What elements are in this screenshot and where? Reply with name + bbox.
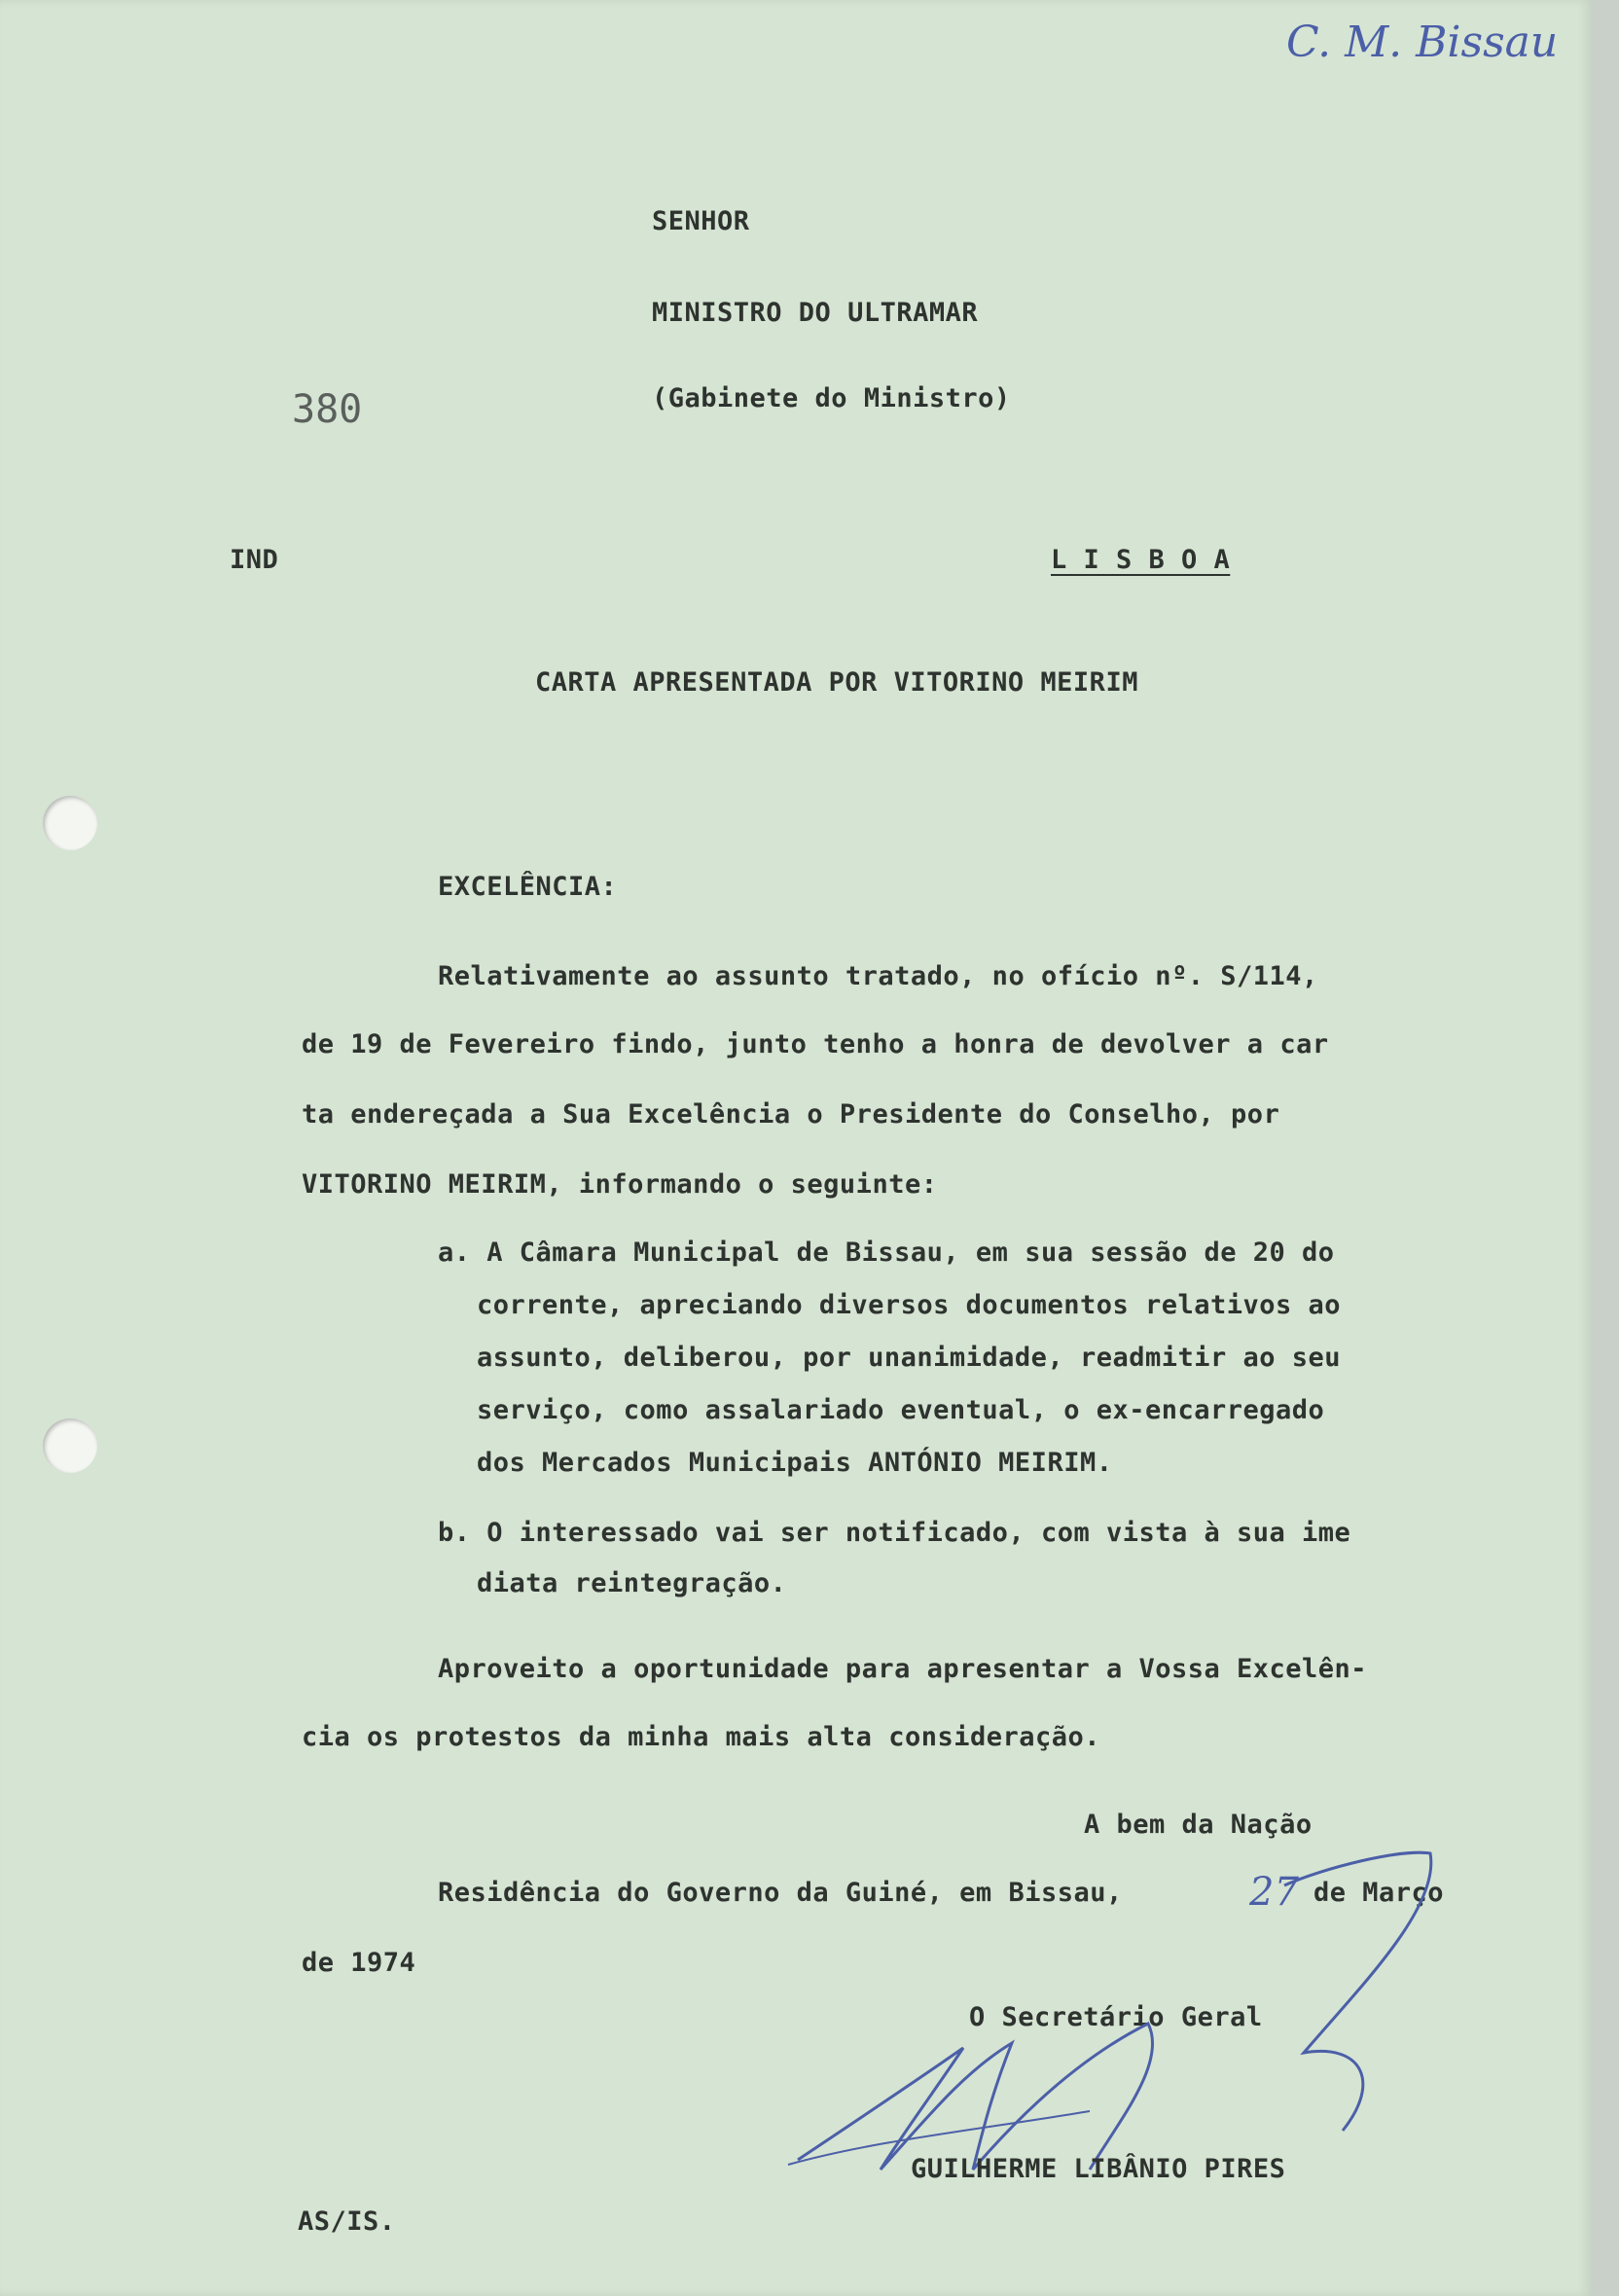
item-a-line-5: dos Mercados Municipais ANTÓNIO MEIRIM. [477, 1448, 1113, 1478]
addressee-line-2: MINISTRO DO ULTRAMAR [652, 298, 979, 328]
addressee-line-3: (Gabinete do Ministro) [652, 383, 1011, 413]
body-paragraph-1-line-1: Relativamente ao assunto tratado, no ofício nº. S/114, [438, 961, 1318, 991]
date-month: de Março [1313, 1878, 1445, 1908]
closing-line-2: cia os protestos da minha mais alta consideração. [302, 1722, 1101, 1752]
item-b-line-1: b. O interessado vai ser notificado, com vista à sua ime [438, 1518, 1351, 1548]
typist-initials: AS/IS. [298, 2206, 396, 2237]
body-paragraph-1-line-3: ta endereçada a Sua Excelência o Presidente do Conselho, por [302, 1099, 1280, 1130]
item-a-line-4: serviço, como assalariado eventual, o ex-encarregado [477, 1395, 1325, 1425]
letter-subject: CARTA APRESENTADA POR VITORINO MEIRIM [535, 667, 1138, 698]
signatory-name: GUILHERME LIBÂNIO PIRES [911, 2154, 1286, 2184]
addressee-line-1: SENHOR [652, 206, 750, 236]
destination-city: L I S B O A [1051, 545, 1231, 575]
body-paragraph-1-line-4: VITORINO MEIRIM, informando o seguinte: [302, 1169, 938, 1200]
handwritten-date-day: 27 [1249, 1870, 1299, 1915]
classification-code: IND [230, 545, 279, 575]
date-year: de 1974 [302, 1948, 416, 1978]
reference-number-stamp: 380 [292, 387, 363, 432]
item-a-line-2: corrente, apreciando diversos documentos relativos ao [477, 1290, 1342, 1320]
closing-line-1: Aproveito a oportunidade para apresentar a Vossa Excelên- [438, 1654, 1368, 1684]
handwritten-annotation: C. M. Bissau [1286, 18, 1559, 67]
motto: A bem da Nação [1084, 1810, 1313, 1840]
item-a-line-1: a. A Câmara Municipal de Bissau, em sua sessão de 20 do [438, 1238, 1335, 1268]
body-paragraph-1-line-2: de 19 de Fevereiro findo, junto tenho a honra de devolver a car [302, 1029, 1329, 1059]
place-date-line: Residência do Governo da Guiné, em Bissau, [438, 1878, 1123, 1908]
item-b-line-2: diata reintegração. [477, 1568, 787, 1598]
salutation: EXCELÊNCIA: [438, 872, 618, 902]
signatory-title: O Secretário Geral [969, 2002, 1263, 2032]
item-a-line-3: assunto, deliberou, por unanimidade, readmitir ao seu [477, 1343, 1342, 1373]
